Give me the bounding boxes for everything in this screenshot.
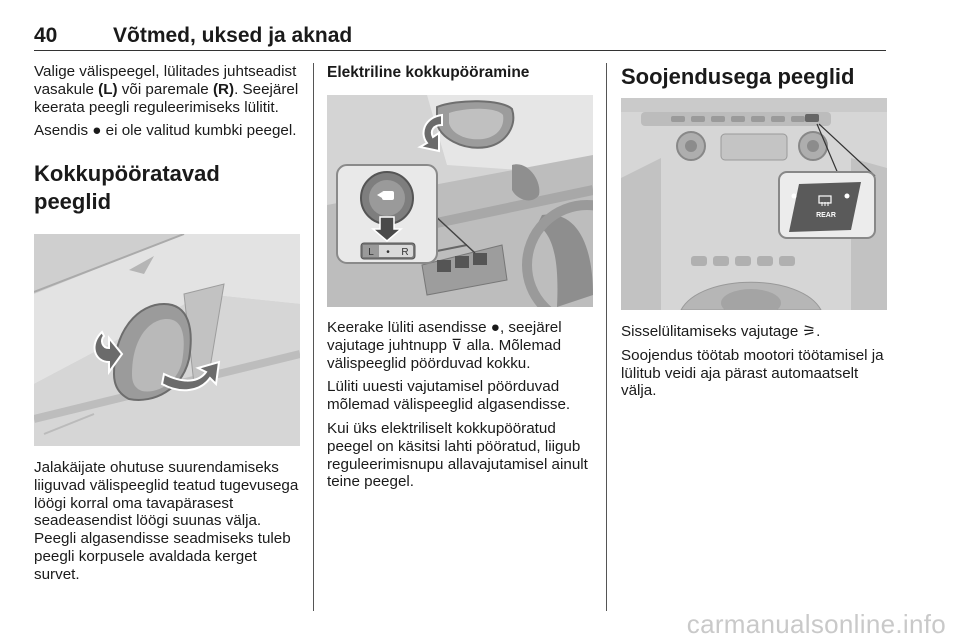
- watermark: carmanualsonline.info: [686, 609, 946, 639]
- intro-paragraph: Valige välispeegel, lülitades juhtseadist vasakule (L) või paremale (R). Seejärel keerata peegli reguleerimiseks lülitit.: [34, 63, 299, 116]
- position-paragraph: Asendis ● ei ole valitud kumbki peegel.: [34, 122, 297, 140]
- column-divider: [313, 63, 314, 611]
- page-number: 40: [34, 24, 58, 47]
- section-heading: Soojendusega peeglid: [621, 64, 855, 89]
- switch-label-left: L: [368, 247, 374, 258]
- column-left: [34, 63, 300, 216]
- column-middle-lower: [327, 319, 593, 497]
- return-paragraph: Lüliti uuesti vajutamisel pöörduvad mõlemad välispeeglid algasendisse.: [327, 378, 571, 414]
- activation-paragraph: Sisselülitamiseks vajutage ⚞.: [621, 323, 821, 340]
- switch-label-center: •: [386, 247, 390, 258]
- column-middle: [327, 63, 593, 91]
- dot-symbol: ●: [92, 122, 102, 140]
- fold-symbol: ⊽: [451, 336, 463, 354]
- heated-mirror-illustration: [621, 98, 887, 310]
- column-right-lower: [621, 323, 887, 406]
- rear-button-label: REAR: [816, 212, 836, 219]
- column-right: [621, 63, 887, 91]
- switch-label-right: R: [401, 247, 409, 258]
- chapter-title: Võtmed, uksed ja aknad: [113, 24, 353, 47]
- heater-symbol: ⚞: [802, 323, 817, 340]
- body-paragraph: Jalakäijate ohutuse suurendamiseks liiguvad välispeeglid teatud tugevusega löögi korral oma tavapärasest seadeasendist löögi suunas välja. Peegli algasendisse seadmiseks tuleb peegli korpusele avaldada kerget survet.: [34, 459, 299, 583]
- column-left-lower: [34, 459, 300, 590]
- column-divider: [606, 63, 607, 611]
- section-heading: Elektriline kokkupööramine: [327, 64, 530, 81]
- dot-symbol: ●: [490, 319, 500, 336]
- section-heading: Kokkupööratavad peeglid: [34, 161, 220, 215]
- page-header: [34, 20, 886, 51]
- manual-paragraph: Kui üks elektriliselt kokkupööratud peegel on käsitsi lahti pööratud, liigub reguleerimisnupu allavajutamisel ainult teine peegel.: [327, 419, 588, 491]
- instruction-paragraph: Keerake lüliti asendisse ●, seejärel vajutage juhtnupp ⊽ alla. Mõlemad välispeeglid pöörduvad kokku.: [327, 319, 562, 372]
- folding-mirror-illustration: [34, 234, 300, 446]
- heater-info-paragraph: Soojendus töötab mootori töötamisel ja lülitub veidi aja pärast automaatselt välja.: [621, 346, 884, 400]
- electric-folding-illustration: [327, 95, 593, 307]
